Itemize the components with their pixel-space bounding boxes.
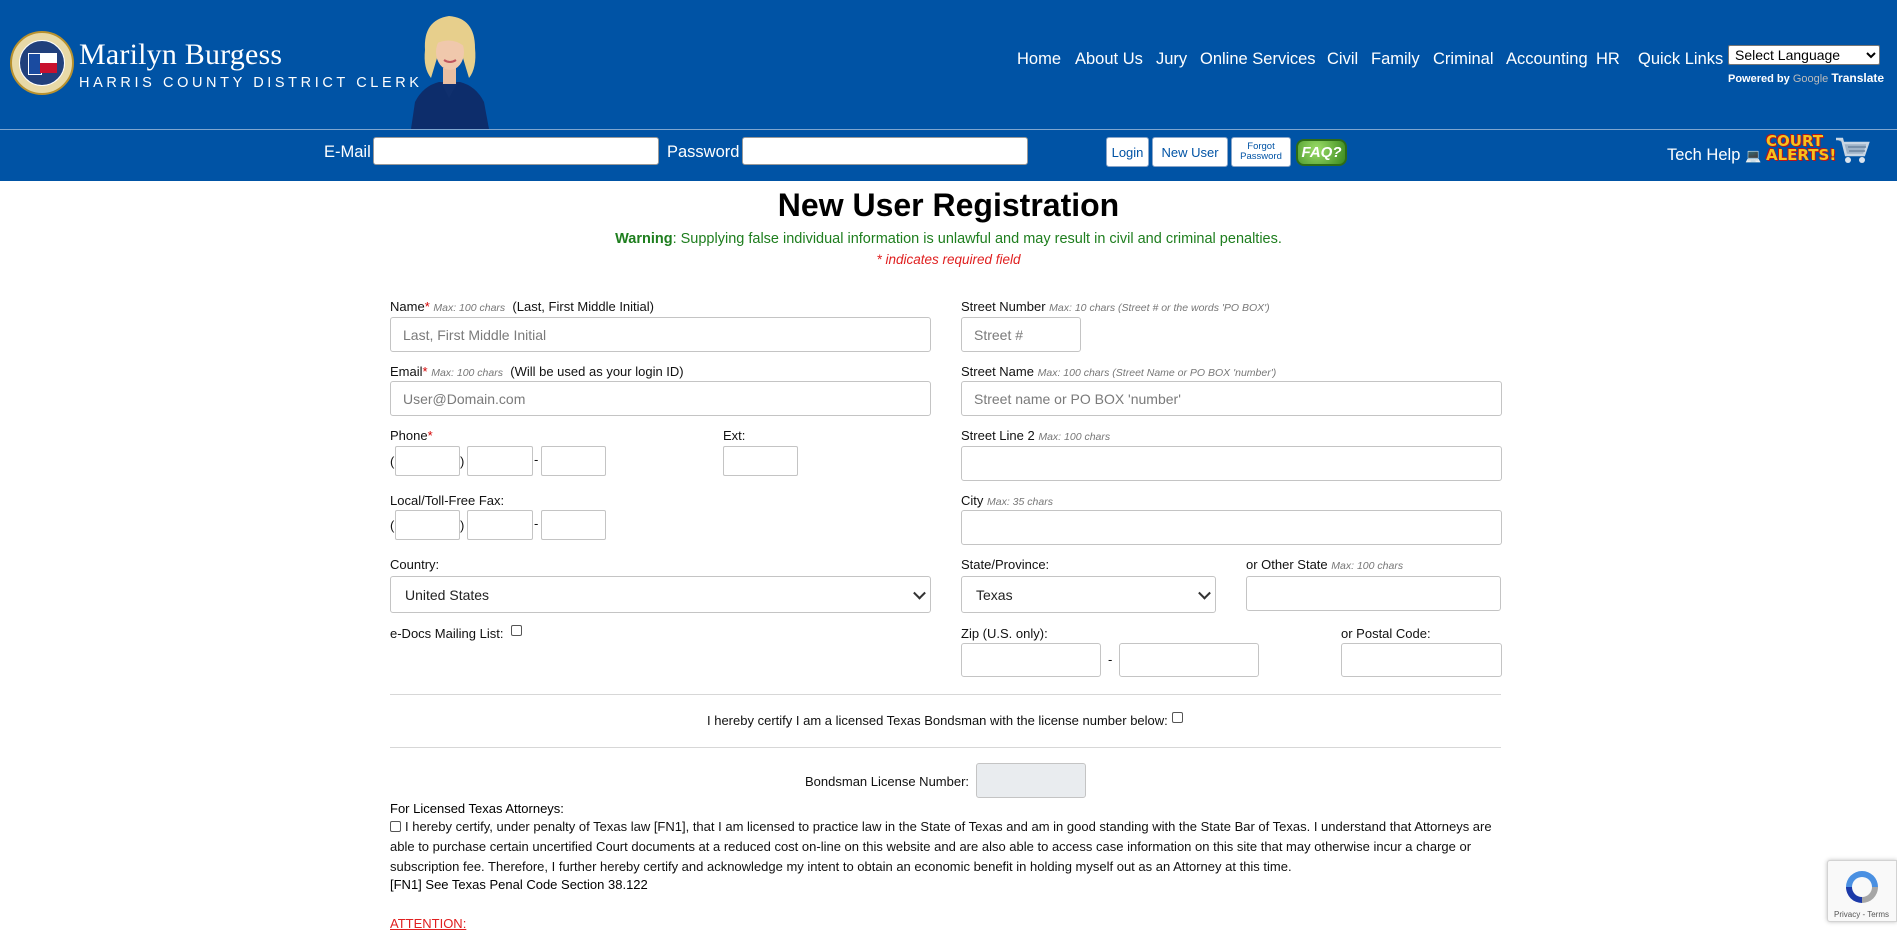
required-marker: * [422,364,428,379]
warning-message [0,231,1897,247]
street-number-label [961,299,1270,314]
login-email-input[interactable] [373,137,659,165]
nav-home[interactable]: Home [1017,50,1062,68]
street-number-input[interactable] [961,317,1081,352]
bondsman-license-label: Bondsman License Number: [805,774,970,789]
recaptcha-badge[interactable] [1827,860,1897,922]
other-state-label-text: or Other State [1246,557,1328,572]
texas-flag-white [40,53,57,63]
email-input[interactable] [390,381,931,416]
seal-inner [19,40,65,86]
powered-by-label: Powered by [1728,73,1790,85]
phone-prefix-input[interactable] [467,446,533,476]
nav-family[interactable]: Family [1371,50,1420,68]
zip-plus4-input[interactable] [1119,643,1259,677]
city-max-note: Max: 35 chars [987,496,1053,508]
current-date [8,268,124,280]
fax-dash: - [534,516,539,531]
court-alerts-link[interactable] [1766,132,1837,166]
street-line2-label [961,428,1110,443]
email-label-text: Email [390,364,423,379]
language-select[interactable] [1728,45,1880,65]
nav-criminal[interactable]: Criminal [1433,50,1494,68]
nav-about-us[interactable]: About Us [1075,50,1143,68]
chevron-down-icon [913,586,926,599]
email-field-label [390,364,684,379]
postal-code-input[interactable] [1341,643,1502,677]
recaptcha-privacy-link[interactable]: Privacy [1834,910,1861,919]
state-select[interactable] [961,576,1216,613]
street-line2-label-text: Street Line 2 [961,428,1035,443]
email-max-note: Max: 100 chars [431,367,503,379]
street-name-max-note: Max: 100 chars (Street Name or PO BOX 'number') [1037,367,1277,379]
attorney-certification [390,817,1502,877]
street-name-label-text: Street Name [961,364,1034,379]
brand-subtitle: HARRIS COUNTY DISTRICT CLERK [79,75,423,91]
footnote: [FN1] See Texas Penal Code Section 38.122 [390,877,648,892]
site-header [0,0,1897,130]
street-line2-max-note: Max: 100 chars [1038,431,1111,443]
fax-prefix-input[interactable] [467,510,533,540]
city-label [961,493,1053,508]
forgot-password-button[interactable] [1231,137,1291,167]
city-input[interactable] [961,510,1502,545]
fax-open-paren: ( [390,518,395,533]
email-hint: (Will be used as your login ID) [510,364,684,379]
login-button[interactable] [1106,137,1149,167]
nav-accounting[interactable]: Accounting [1506,50,1588,68]
forgot-label-line1: Forgot [1247,141,1275,152]
phone-ext-input[interactable] [723,446,798,476]
attention-heading: ATTENTION: [390,916,467,931]
city-label-text: City [961,493,984,508]
faq-button[interactable] [1296,139,1347,166]
ext-label: Ext: [723,428,746,443]
divider [390,694,1501,695]
phone-line-input[interactable] [541,446,606,476]
edocs-checkbox[interactable] [511,625,522,636]
street-number-label-text: Street Number [961,299,1046,314]
court-alerts-line1: COURT [1766,132,1824,150]
required-field-note: * indicates required field [876,252,1021,267]
phone-close-paren: ) [460,454,465,469]
brand-name[interactable]: Marilyn Burgess [79,38,283,71]
state-label: State/Province: [961,557,1050,572]
server-code: [Z2A] [97,268,125,280]
name-label-text: Name [390,299,425,314]
new-user-button-label: New User [1161,144,1219,160]
name-label [390,299,654,314]
bondsman-license-input[interactable] [976,763,1086,798]
name-max-note: Max: 100 chars [433,302,506,314]
attorney-text: I hereby certify, under penalty of Texas law [FN1], that I am licensed to practice law in the State of Texas and am in good standing with the State Bar of Texas. I understand that Attorneys are able to purchase certain uncertified Court documents at a reduced cost on-line on this website and are also able to access case information on this site that may otherwise incur a charge or subscription fee. Therefore, I further hereby certify and acknowledge my intent to obtain an economic benefit in holding myself out as an Attorney at this time. [390,819,1492,874]
divider [390,747,1501,748]
texas-flag-red [40,63,57,73]
court-alerts-line2: ALERTS! [1766,146,1837,164]
bondsman-certify-text: I hereby certify I am a licensed Texas Bondsman with the license number below: [707,713,1168,728]
street-name-input[interactable] [961,381,1502,416]
fax-area-code-input[interactable] [395,510,460,540]
required-marker: * [424,299,430,314]
clerk-portrait-image [403,10,496,129]
other-state-input[interactable] [1246,576,1501,611]
phone-open-paren: ( [390,454,395,469]
google-logo: Google [1792,73,1829,85]
phone-dash: - [534,452,539,467]
laptop-icon: 💻 [1744,148,1762,163]
street-name-label [961,364,1276,379]
zip-input[interactable] [961,643,1101,677]
login-button-label: Login [1111,144,1144,160]
name-hint: (Last, First Middle Initial) [512,299,654,314]
login-password-input[interactable] [742,137,1028,165]
bondsman-checkbox[interactable] [1172,712,1183,723]
page-title: New User Registration [777,187,1120,223]
fax-line-input[interactable] [541,510,606,540]
nav-jury[interactable]: Jury [1156,50,1188,68]
nav-hr[interactable]: HR [1596,50,1620,68]
forgot-label-line2: Password [1240,151,1282,162]
warning-bold: Warning [615,231,673,247]
translate-link[interactable]: Translate [1831,71,1885,85]
phone-area-code-input[interactable] [395,446,460,476]
recaptcha-links: Privacy - Terms [1834,910,1889,919]
street-line2-input[interactable] [961,446,1502,481]
other-state-label [1246,557,1403,572]
attorney-checkbox[interactable] [390,821,401,832]
nav-online-services[interactable]: Online Services [1200,50,1316,68]
shopping-cart-icon[interactable] [1834,133,1870,165]
faq-label: FAQ? [1301,144,1342,161]
email-label: E-Mail [324,143,371,161]
recaptcha-icon [1842,867,1882,907]
zip-dash: - [1108,652,1113,667]
other-state-max-note: Max: 100 chars [1331,560,1404,572]
phone-label-text: Phone [390,428,428,443]
nav-civil[interactable]: Civil [1327,50,1359,68]
recaptcha-terms-link[interactable]: Terms [1867,910,1889,919]
nav-quick-links[interactable]: Quick Links [1638,50,1724,68]
powered-by-google-translate [1728,71,1884,85]
country-label: Country: [390,557,440,572]
state-selected-value: Texas [976,586,1013,603]
country-selected-value: United States [405,586,490,603]
fax-close-paren: ) [460,518,465,533]
country-select[interactable] [390,576,931,613]
zip-label: Zip (U.S. only): [961,626,1048,641]
chevron-down-icon [1198,586,1211,599]
fax-label: Local/Toll-Free Fax: [390,493,505,508]
password-label: Password [667,143,740,161]
postal-code-label: or Postal Code: [1341,626,1431,641]
warning-text: : Supplying false individual information is unlawful and may result in civil and criminal penalties. [672,231,1282,247]
name-input[interactable] [390,317,931,352]
street-number-max-note: Max: 10 chars (Street # or the words 'PO BOX') [1049,302,1270,314]
attorney-heading: For Licensed Texas Attorneys: [390,801,564,816]
required-marker: * [427,428,433,443]
new-user-button[interactable] [1152,137,1228,167]
tech-help-label: Tech Help [1667,146,1741,164]
phone-label [390,428,433,443]
edocs-label: e-Docs Mailing List: [390,626,504,641]
date-text: August 15, 2022 [8,268,92,280]
tech-help-link[interactable] [1667,146,1761,165]
district-clerk-seal-logo[interactable] [10,31,74,95]
